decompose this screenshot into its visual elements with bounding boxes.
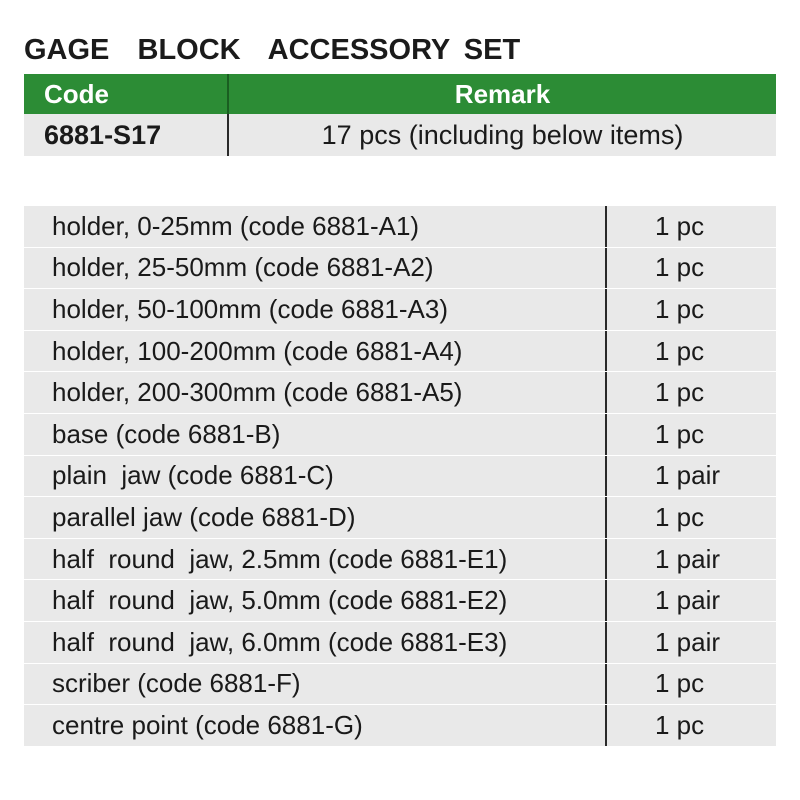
table-row (24, 539, 776, 581)
remark-column-header: Remark (454, 78, 551, 109)
item-qty: 1 pc (655, 210, 705, 241)
table-row (24, 664, 776, 706)
code-table-row (24, 114, 776, 156)
table-row (24, 414, 776, 456)
table-row (24, 456, 776, 498)
item-qty: 1 pc (655, 418, 705, 449)
table-row (24, 289, 776, 331)
items-table (24, 206, 776, 747)
table-row (24, 622, 776, 664)
item-qty: 1 pc (655, 293, 705, 324)
item-qty: 1 pc (655, 252, 705, 283)
item-name: scriber (code 6881-F) (24, 664, 607, 705)
item-qty: 1 pc (655, 709, 705, 740)
item-name: plain jaw (code 6881-C) (24, 456, 607, 497)
item-name: holder, 0-25mm (code 6881-A1) (24, 206, 607, 247)
item-name: base (code 6881-B) (24, 414, 607, 455)
table-row (24, 580, 776, 622)
code-table (24, 74, 776, 156)
item-qty: 1 pc (655, 377, 705, 408)
item-qty: 1 pc (655, 668, 705, 699)
table-row (24, 206, 776, 248)
table-row (24, 248, 776, 290)
table-row (24, 705, 776, 747)
item-qty: 1 pair (655, 543, 721, 574)
code-table-header (24, 74, 776, 114)
code-column-header: Code (24, 74, 229, 114)
set-code: 6881-S17 (24, 114, 229, 156)
item-name: holder, 25-50mm (code 6881-A2) (24, 248, 607, 289)
item-qty: 1 pc (655, 335, 705, 366)
item-name: holder, 200-300mm (code 6881-A5) (24, 372, 607, 413)
item-qty: 1 pair (655, 626, 721, 657)
item-name: parallel jaw (code 6881-D) (24, 497, 607, 538)
item-qty: 1 pair (655, 460, 721, 491)
item-name: holder, 100-200mm (code 6881-A4) (24, 331, 607, 372)
item-name: holder, 50-100mm (code 6881-A3) (24, 289, 607, 330)
set-remark: 17 pcs (including below items) (321, 119, 684, 150)
table-row (24, 331, 776, 373)
table-row (24, 372, 776, 414)
item-name: half round jaw, 2.5mm (code 6881-E1) (24, 539, 607, 580)
table-row (24, 497, 776, 539)
item-name: half round jaw, 5.0mm (code 6881-E2) (24, 580, 607, 621)
item-name: centre point (code 6881-G) (24, 705, 607, 746)
item-qty: 1 pair (655, 585, 721, 616)
item-name: half round jaw, 6.0mm (code 6881-E3) (24, 622, 607, 663)
item-qty: 1 pc (655, 501, 705, 532)
page-title: GAGE BLOCK ACCESSORY SET (24, 34, 521, 66)
